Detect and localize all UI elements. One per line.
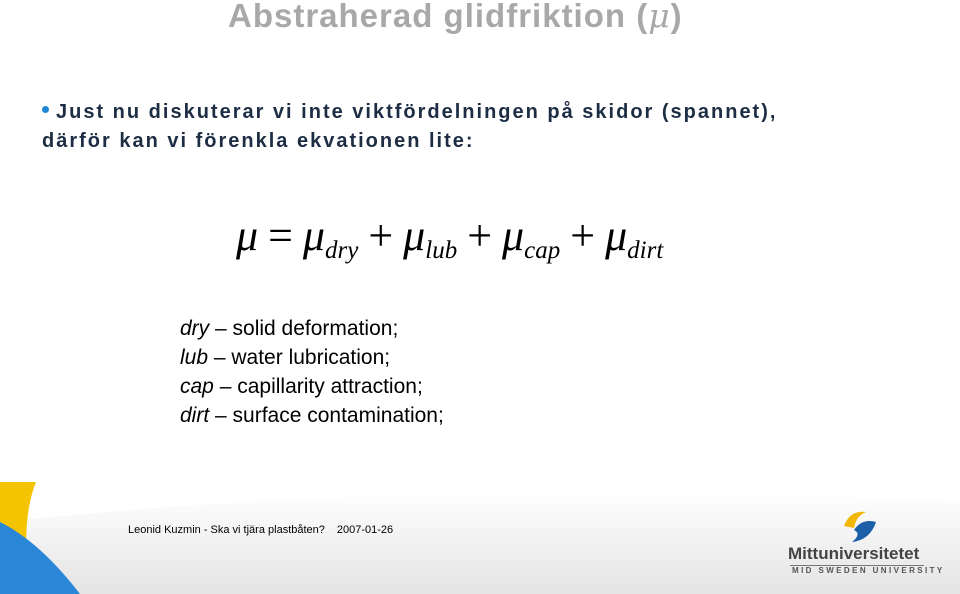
definition-item: [180, 314, 444, 343]
equation-sub-cap: cap: [524, 237, 561, 264]
logo-name: Mittuniversitetet: [788, 544, 920, 563]
bullet-icon: [42, 106, 49, 113]
bullet-paragraph: [42, 98, 778, 156]
bullet-line-1: Just nu diskuterar vi inte viktfördelningen på skidor (spannet),: [56, 101, 778, 123]
definition-item: [180, 372, 444, 401]
friction-equation: [236, 210, 663, 265]
plus-sign-2: +: [467, 211, 493, 260]
logo-emblem-icon: [840, 508, 880, 544]
definition-term: cap: [180, 375, 214, 398]
equation-mu-3: μ: [502, 211, 525, 260]
title-text: Abstraherad glidfriktion (: [228, 0, 649, 34]
equation-mu-1: μ: [302, 211, 326, 260]
title-close: ): [670, 0, 683, 34]
definition-desc: – solid deformation;: [209, 317, 399, 340]
definition-term: dirt: [180, 404, 210, 427]
equation-mu-2: μ: [403, 211, 426, 260]
logo-subtitle: MID SWEDEN UNIVERSITY: [792, 566, 945, 575]
plus-sign-1: +: [368, 211, 394, 260]
plus-sign-3: +: [570, 211, 596, 260]
footer-text: [128, 524, 393, 536]
equation-lhs: μ: [236, 211, 259, 260]
definition-item: [180, 401, 444, 430]
footer-date: 2007-01-26: [336, 524, 394, 536]
university-logo: [788, 508, 945, 582]
definition-desc: – water lubrication;: [208, 346, 391, 369]
equation-sub-dirt: dirt: [627, 237, 664, 264]
bullet-line-2: därför kan vi förenkla ekvationen lite:: [42, 130, 475, 152]
definition-term: dry: [180, 317, 210, 340]
definition-item: [180, 343, 444, 372]
definitions-list: [180, 314, 444, 430]
definition-desc: – surface contamination;: [209, 404, 444, 427]
equation-sub-dry: dry: [325, 237, 359, 264]
equation-mu-4: μ: [605, 211, 628, 260]
footer-author: Leonid Kuzmin - Ska vi tjära plastbåten?: [128, 524, 325, 536]
equation-sub-lub: lub: [425, 237, 458, 264]
definition-desc: – capillarity attraction;: [213, 375, 423, 398]
definition-term: lub: [180, 346, 209, 369]
equals-sign: =: [268, 211, 293, 260]
slide-title: [228, 0, 683, 35]
title-mu-symbol: μ: [648, 0, 671, 35]
